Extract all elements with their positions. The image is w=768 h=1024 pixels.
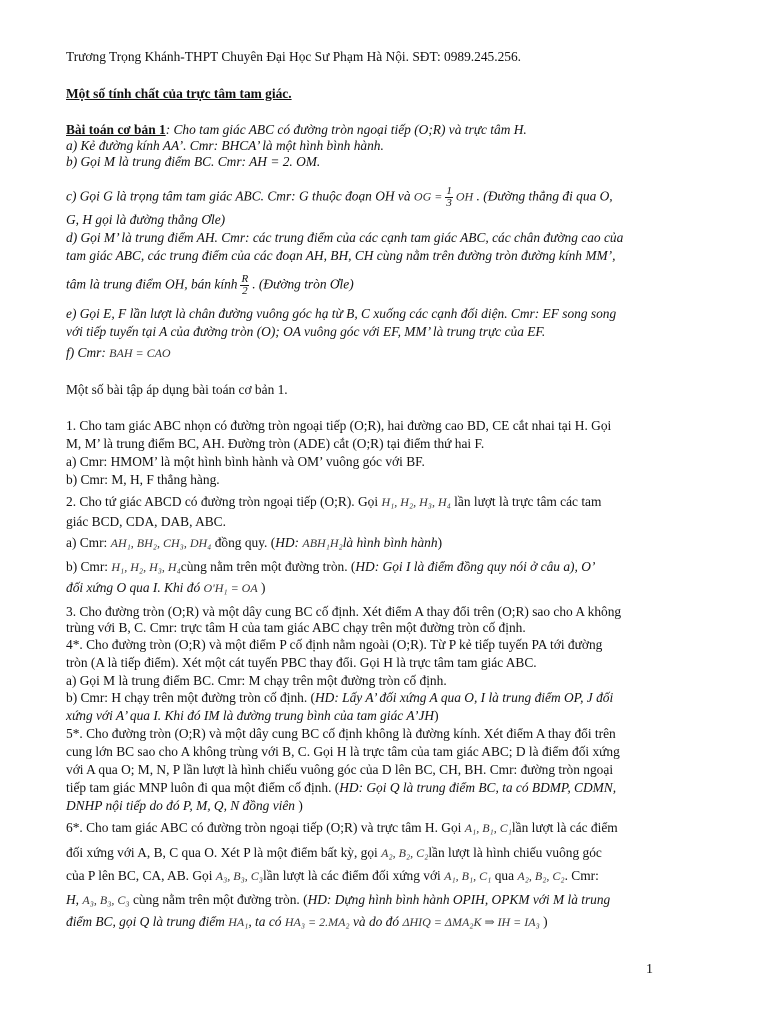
p6-line5-text: điểm BC, gọi Q là trung điểm	[66, 914, 225, 929]
p2-b2-end: )	[261, 580, 266, 595]
p4-b-hd: HD: Lấy A’ đối xứng A qua O, I là trung điểm OP, J đối	[315, 690, 614, 705]
frac-denominator: 2	[242, 285, 248, 297]
frac-numerator: R	[241, 273, 249, 285]
p2-b2	[66, 580, 708, 596]
p4-b-text: b) Cmr: H chạy trên một đường tròn cố định. (	[66, 690, 316, 705]
p2-line1-text: 2. Cho tứ giác ABCD có đường tròn ngoại tiếp (O;R). Gọi	[66, 494, 379, 509]
p5-line4-text: tiếp tam giác MNP luôn đi qua một điểm cố định. (	[66, 780, 340, 795]
p2-b-hd: HD: Gọi I là điểm đồng quy nói ở câu a), O’	[355, 559, 596, 574]
p6-line3-math2: A₁, B₁, C₁	[444, 869, 492, 883]
basic-c	[66, 186, 708, 209]
p5-line1: 5*. Cho đường tròn (O;R) và một dây cung BC cố định không là đường kính. Xét điểm A thay đổi trên	[66, 726, 616, 741]
basic-b: b) Gọi M là trung điểm BC. Cmr: AH = 2. OM.	[66, 154, 321, 169]
basic-e2: với tiếp tuyến tại A của đường tròn (O); OA vuông góc với EF, MM’ là trung trực của EF.	[66, 324, 546, 339]
p2-a-hd: HD:	[275, 535, 299, 550]
p4-b	[66, 690, 708, 706]
p6-line3-math3: A₂, B₂, C₂	[517, 869, 565, 883]
p2-b2-math: O'H₁ = OA	[203, 581, 258, 595]
p2-b	[66, 559, 708, 575]
p1-a: a) Cmr: HMOM’ là một hình bình hành và OM’ vuông góc với BF.	[66, 454, 425, 469]
p5-line4-hd: HD: Gọi Q là trung điểm BC, ta có BDMP, CDMN,	[339, 780, 617, 795]
p4-a: a) Gọi M là trung điểm BC. Cmr: M chạy trên một đường tròn cố định.	[66, 673, 447, 688]
header-line: Trương Trọng Khánh-THPT Chuyên Đại Học Sư Phạm Hà Nội. SĐT: 0989.245.256.	[66, 49, 522, 64]
basic-d3-text: tâm là trung điểm OH, bán kính	[66, 276, 238, 292]
p5-line4	[66, 780, 708, 796]
basic-c-math-lhs: OG =	[413, 189, 443, 204]
p5-line5	[66, 798, 708, 814]
p4-b2	[66, 708, 708, 724]
basic-e1: e) Gọi E, F lần lượt là chân đường vuông góc hạ từ B, C xuống các cạnh đối diện. Cmr: EF song song	[66, 306, 617, 321]
p6-line3-post: . Cmr:	[564, 868, 599, 883]
basic-intro	[66, 122, 708, 138]
page-number: 1	[646, 962, 653, 977]
p2-b-math: H₁, H₂, H₃, H₄	[111, 560, 181, 574]
basic-c-fraction	[445, 186, 453, 209]
basic-c-math-rhs: OH	[455, 189, 474, 204]
p5-line3: với A qua O; M, N, P lần lượt là hình chiếu vuông góc của D lên BC, CH, BH. Cmr: đường tròn ngoại	[66, 762, 614, 777]
p6-line4-hd: HD: Dựng hình bình hành OPIH, OPKM với M là trung	[307, 892, 611, 907]
p6-line1-math: A₁, B₁, C₁	[464, 821, 512, 835]
basic-d1: d) Gọi M’ là trung điểm AH. Cmr: các trung điểm của các cạnh tam giác ABC, các chân đường cao của	[66, 230, 624, 245]
p2-a	[66, 535, 708, 551]
p2-line2: giác BCD, CDA, DAB, ABC.	[66, 514, 226, 529]
p6-line1-text: 6*. Cho tam giác ABC có đường tròn ngoại tiếp (O;R) và trực tâm H. Gọi	[66, 820, 462, 835]
p6-line5-mid2: và do đó	[352, 914, 400, 929]
basic-d3-fraction	[240, 274, 249, 297]
p5-line2: cung lớn BC sao cho A không trùng với B, C. Gọi H là trực tâm của tam giác ABC; D là điểm đối xứng	[66, 744, 620, 759]
p2-a-hd-math: ABH₁H₂	[302, 536, 343, 550]
p2-b2-text: đối xứng O qua I. Khi đó	[66, 580, 201, 595]
basic-f	[66, 345, 708, 361]
p6-line5-math2: HA₃ = 2.MA₂	[284, 915, 350, 929]
p6-line4-math: A₃, B₃, C₃	[82, 893, 130, 907]
p2-a-mid: đồng quy. (	[214, 535, 276, 550]
basic-label: Bài toán cơ bản 1	[66, 122, 166, 137]
basic-a: a) Kẻ đường kính AA’. Cmr: BHCA’ là một hình bình hành.	[66, 138, 384, 153]
p6-line4-text: H,	[66, 892, 80, 907]
p6-line5	[66, 914, 708, 930]
p6-line5-end: )	[543, 914, 548, 929]
p2-a-hd-post: là hình bình hành	[342, 535, 438, 550]
basic-d3-post: . (Đường tròn Ơle)	[252, 276, 354, 292]
p2-b-mid: cùng nằm trên một đường tròn. (	[180, 559, 356, 574]
basic-c-post: . (Đường thẳng đi qua O,	[476, 188, 613, 204]
p6-line2-text: đối xứng với A, B, C qua O. Xét P là một điểm bất kỳ, gọi	[66, 845, 378, 860]
p6-line5-mid: , ta có	[248, 914, 282, 929]
p2-a-math: AH₁, BH₂, CH₃, DH₄	[110, 536, 212, 550]
p2-line1-math: H₁, H₂, H₃, H₄	[381, 495, 451, 509]
p6-line1-post: lần lượt là các điểm	[511, 820, 618, 835]
p6-line3	[66, 868, 708, 884]
p6-line1	[66, 820, 708, 836]
p2-a-end: )	[437, 535, 443, 550]
basic-d2: tam giác ABC, các trung điểm của các đoạn AH, BH, CH cùng nằm trên đường tròn đường kính MM’,	[66, 248, 616, 263]
p2-b-text: b) Cmr:	[66, 559, 109, 574]
p2-a-text: a) Cmr:	[66, 535, 108, 550]
basic-c-text: c) Gọi G là trọng tâm tam giác ABC. Cmr: G thuộc đoạn OH và	[66, 188, 411, 204]
p1-b: b) Cmr: M, H, F thẳng hàng.	[66, 472, 220, 487]
p1-line2: M, M’ là trung điểm BC, AH. Đường tròn (ADE) cắt (O;R) tại điểm thứ hai F.	[66, 436, 485, 451]
document-title: Một số tính chất của trực tâm tam giác.	[66, 86, 292, 101]
p4-b2-text: xứng với A’ qua I. Khi đó IM là đường trung bình của tam giác A’JH	[66, 708, 435, 723]
p2-line1	[66, 494, 708, 510]
p4-line1: 4*. Cho đường tròn (O;R) và một điểm P cố định nằm ngoài (O;R). Từ P kẻ tiếp tuyến PA tới đường	[66, 637, 603, 652]
p6-line3-text: của P lên BC, CA, AB. Gọi	[66, 868, 213, 883]
p4-line2: tròn (A là tiếp điểm). Xét một cát tuyến PBC thay đổi. Gọi H là trực tâm tam giác ABC.	[66, 655, 537, 670]
p4-b2-end: )	[434, 708, 439, 723]
p2-line1-post: lần lượt là trực tâm các tam	[454, 494, 602, 509]
p6-line5-math3: ΔHIQ = ΔMA₂K ⇒ IH = IA₃	[402, 915, 540, 929]
basic-c2: G, H gọi là đường thẳng Ơle)	[66, 212, 226, 227]
section-2-heading: Một số bài tập áp dụng bài toán cơ bản 1.	[66, 382, 288, 397]
p1-line1: 1. Cho tam giác ABC nhọn có đường tròn ngoại tiếp (O;R), hai đường cao BD, CE cắt nhai tại H. Gọi	[66, 418, 612, 433]
frac-denominator: 3	[446, 197, 452, 209]
p5-line5-end: )	[295, 798, 303, 813]
p6-line4-mid: cùng nằm trên một đường tròn. (	[132, 892, 308, 907]
p6-line4	[66, 892, 708, 908]
p6-line2-post: lần lượt là hình chiếu vuông góc	[428, 845, 602, 860]
p6-line3-mid: lần lượt là các điểm đối xứng với	[262, 868, 441, 883]
p6-line5-math: HA₁	[228, 915, 249, 929]
basic-intro-text: : Cho tam giác ABC có đường tròn ngoại tiếp (O;R) và trực tâm H.	[165, 122, 527, 137]
p6-line3-math: A₃, B₃, C₃	[215, 869, 263, 883]
p3-line1: 3. Cho đường tròn (O;R) và một dây cung BC cố định. Xét điểm A thay đổi trên (O;R) sao cho A không	[66, 604, 622, 619]
p3-line2: trùng với B, C. Cmr: trực tâm H của tam giác ABC chạy trên một đường tròn cố định.	[66, 620, 526, 635]
basic-f-math: BAH = CAO	[109, 346, 171, 360]
p6-line2-math: A₂, B₂, C₂	[381, 846, 429, 860]
basic-d3	[66, 274, 708, 297]
basic-f-text: f) Cmr:	[66, 345, 106, 360]
p6-line2	[66, 845, 708, 861]
p5-line5-text: DNHP nội tiếp do đó P, M, Q, N đồng viên	[66, 798, 295, 813]
p6-line3-qua: qua	[494, 868, 515, 883]
frac-numerator: 1	[446, 185, 452, 197]
